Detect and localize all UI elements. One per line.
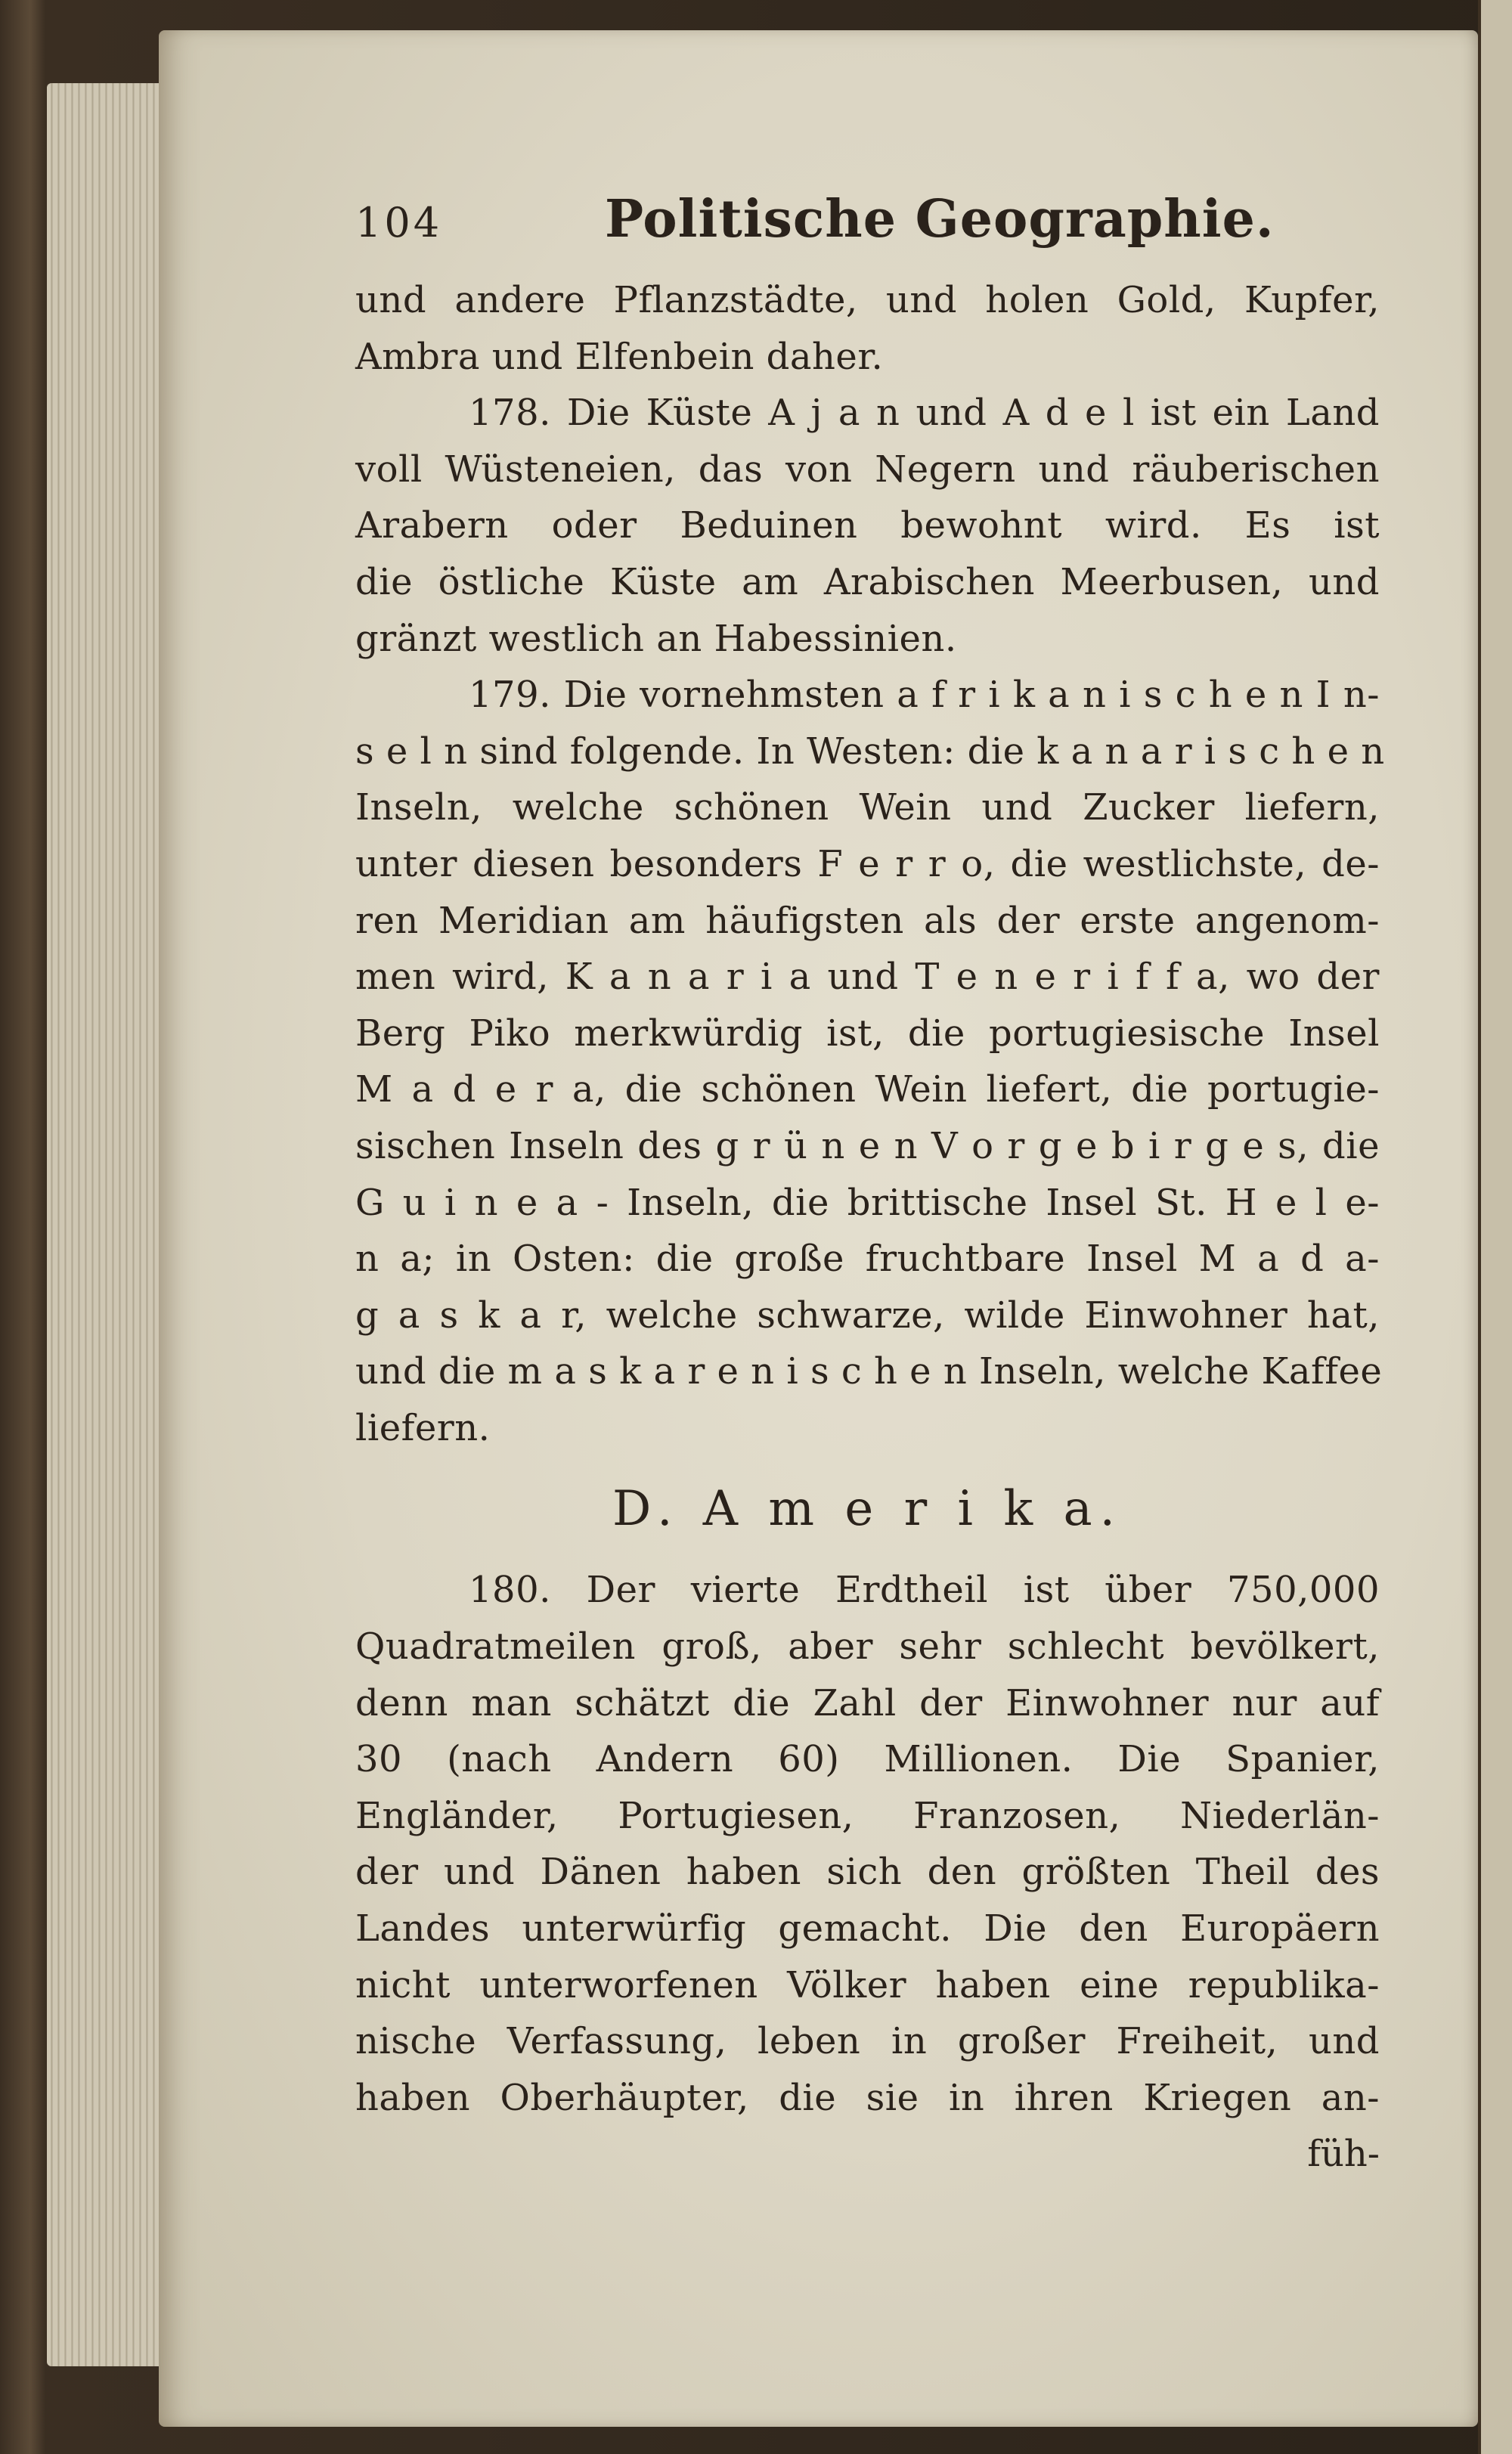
page-header	[355, 189, 1380, 272]
text-line: Engländer, Portugiesen, Franzosen, Niederlän-	[355, 1794, 1380, 1837]
text-line: denn man schätzt die Zahl der Einwohner nur auf	[355, 1681, 1380, 1724]
page-number: 104	[355, 199, 443, 246]
text-line: die östliche Küste am Arabischen Meerbusen, und	[355, 560, 1380, 603]
text-line: men wird, K a n a r i a und T e n e r i f f a, wo der	[355, 956, 1380, 999]
paragraph-180-start: 180. Der vierte Erdtheil ist über 750,000	[469, 1569, 1380, 1612]
text-line: unter diesen besonders F e r r o, die westlichste, de-	[355, 842, 1380, 885]
text-line: Quadratmeilen groß, aber sehr schlecht bevölkert,	[355, 1625, 1380, 1669]
running-title: Politische Geographie.	[605, 189, 1275, 249]
text-line: Inseln, welche schönen Wein und Zucker liefern,	[355, 786, 1380, 829]
text-block	[355, 189, 1385, 2182]
text-line: s e l n sind folgende. In Westen: die k a n a r i s c h e n	[355, 730, 1385, 773]
text-line: gränzt westlich an Habessinien.	[355, 617, 957, 660]
text-line: sischen Inseln des g r ü n e n V o r g e b i r g e s, die	[355, 1124, 1380, 1167]
text-line: voll Wüsteneien, das von Negern und räuberischen	[355, 448, 1380, 491]
text-line: Ambra und Elfenbein daher.	[355, 335, 884, 378]
text-line: und andere Pflanzstädte, und holen Gold, Kupfer,	[355, 279, 1380, 321]
text-line: G u i n e a - Inseln, die brittische Insel St. H e l e-	[355, 1181, 1380, 1224]
text-line: g a s k a r, welche schwarze, wilde Einwohner hat,	[355, 1294, 1380, 1337]
text-line: n a; in Osten: die große fruchtbare Insel M a d a-	[355, 1238, 1380, 1281]
text-line: ren Meridian am häufigsten als der erste angenom-	[355, 899, 1380, 942]
text-line: nische Verfassung, leben in großer Freiheit, und	[355, 2020, 1380, 2063]
text-line: der und Dänen haben sich den größten Theil des	[355, 1851, 1380, 1894]
text-line: Berg Piko merkwürdig ist, die portugiesische Insel	[355, 1012, 1380, 1055]
catchword: füh-	[1307, 2133, 1380, 2176]
text-line: liefern.	[355, 1406, 491, 1449]
text-line: 30 (nach Andern 60) Millionen. Die Spanier,	[355, 1738, 1380, 1781]
section-heading: D. A m e r i k a.	[612, 1481, 1123, 1538]
paragraph-179-start: 179. Die vornehmsten a f r i k a n i s c h e n I n-	[469, 674, 1380, 717]
paragraph-178-start: 178. Die Küste A j a n und A d e l ist ein Land	[469, 392, 1380, 435]
facing-page-edge	[1478, 0, 1512, 2454]
text-line: und die m a s k a r e n i s c h e n Inseln, welche Kaffee	[355, 1350, 1383, 1393]
text-line: Landes unterwürfig gemacht. Die den Europäern	[355, 1907, 1380, 1950]
text-line: haben Oberhäupter, die sie in ihren Kriegen an-	[355, 2076, 1380, 2119]
text-line: Arabern oder Beduinen bewohnt wird. Es ist	[355, 504, 1380, 547]
text-line: M a d e r a, die schönen Wein liefert, die portugie-	[355, 1068, 1380, 1111]
text-line: nicht unterworfenen Völker haben eine republika-	[355, 1963, 1380, 2006]
